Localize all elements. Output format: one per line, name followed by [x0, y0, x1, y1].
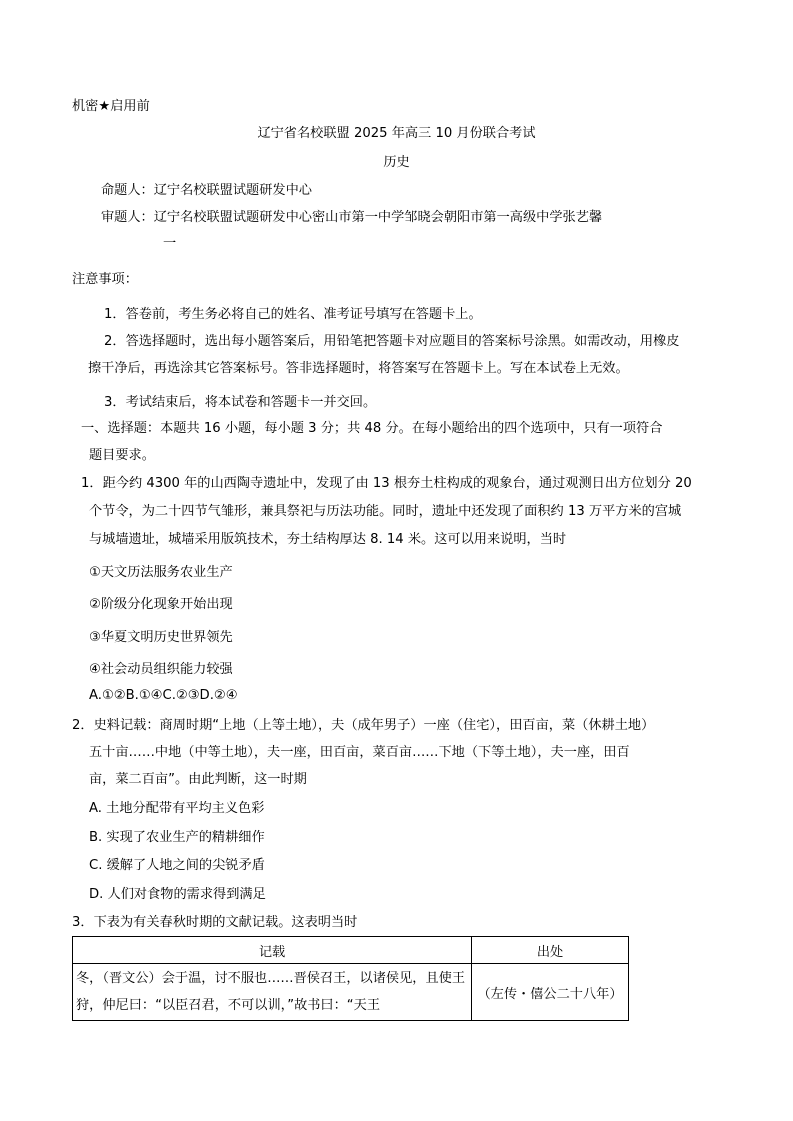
q1-stem-line: 个节令，为二十四节气雏形，兼具祭祀与历法功能。同时，遗址中还发现了面积约 13 万平方米的宫城 — [89, 504, 682, 519]
record-cell: 冬，（晋文公）会于温，讨不服也……晋侯召王，以诸侯见，且使王狩，仲尼曰：“以臣召君，不可以训，”故书曰：“天王 — [73, 964, 472, 1021]
reviewer-names: 辽宁名校联盟试题研发中心密山市第一中学邹晓会朝阳市第一高级中学张艺馨 — [153, 210, 603, 225]
source-table — [72, 936, 629, 1021]
q2-stem-line: 2．史料记载：商周时期“上地（上等土地），夫（成年男子）一座（住宅），田百亩，菜（休耕土地） — [72, 718, 655, 733]
q2-stem-line: 五十亩……中地（中等土地），夫一座，田百亩，菜百亩……下地（下等土地），夫一座，田百 — [89, 745, 630, 760]
table-row — [73, 964, 629, 1021]
q2-option-d: D. 人们对食物的需求得到满足 — [89, 887, 266, 902]
author-name: 辽宁名校联盟试题研发中心 — [153, 183, 312, 198]
q2-option-b: B. 实现了农业生产的精耕细作 — [89, 830, 265, 845]
notice-item: 擦干净后，再选涂其它答案标号。答非选择题时，将答案写在答题卡上。写在本试卷上无效。 — [88, 361, 629, 376]
subject-title: 历史 — [383, 155, 410, 170]
author-line — [101, 179, 312, 198]
q1-statement: ②阶级分化现象开始出现 — [89, 597, 233, 612]
source-cell: （左传・僖公二十八年） — [472, 964, 629, 1021]
exam-title: 辽宁省名校联盟 2025 年高三 10 月份联合考试 — [257, 126, 536, 141]
notice-item: 1．答卷前，考生务必将自己的姓名、准考证号填写在答题卡上。 — [104, 307, 482, 322]
q2-stem-line: 亩，菜二百亩”。由此判断，这一时期 — [89, 772, 307, 787]
section-heading: 一、选择题：本题共 16 小题，每小题 3 分；共 48 分。在每小题给出的四个选项中，只有一项符合 — [81, 421, 663, 436]
reviewer-line — [101, 206, 602, 225]
q1-stem-line: 与城墙遗址，城墙采用版筑技术，夯土结构厚达 8. 14 米。这可以用来说明，当时 — [89, 532, 567, 547]
reviewer-label: 审题人： — [101, 210, 154, 225]
q1-statement: ④社会动员组织能力较强 — [89, 662, 233, 677]
section-heading-cont: 题目要求。 — [89, 448, 155, 463]
q1-options: A.①②B.①④C.②③D.②④ — [89, 688, 238, 703]
header-source: 出处 — [472, 937, 629, 964]
confidential-mark: 机密★启用前 — [72, 99, 150, 114]
q2-option-a: A. 土地分配带有平均主义色彩 — [89, 801, 265, 816]
notice-item: 3．考试结束后，将本试卷和答题卡一并交回。 — [104, 395, 377, 410]
table-header-row — [73, 937, 629, 964]
reviewer-tail: 一 — [163, 236, 177, 251]
author-label: 命题人： — [101, 183, 154, 198]
q3-stem: 3．下表为有关春秋时期的文献记载。这表明当时 — [72, 915, 358, 930]
q1-statement: ③华夏文明历史世界领先 — [89, 630, 233, 645]
q1-stem-line: 1．距今约 4300 年的山西陶寺遗址中，发现了由 13 根夯土柱构成的观象台，通过观测日出方位划分 20 — [81, 476, 692, 491]
q2-option-c: C. 缓解了人地之间的尖锐矛盾 — [89, 858, 265, 873]
header-record: 记载 — [73, 937, 472, 964]
notice-heading: 注意事项： — [72, 272, 138, 287]
q1-statement: ①天文历法服务农业生产 — [89, 565, 233, 580]
notice-item: 2．答选择题时，选出每小题答案后，用铅笔把答题卡对应题目的答案标号涂黑。如需改动，用橡皮 — [104, 334, 680, 349]
